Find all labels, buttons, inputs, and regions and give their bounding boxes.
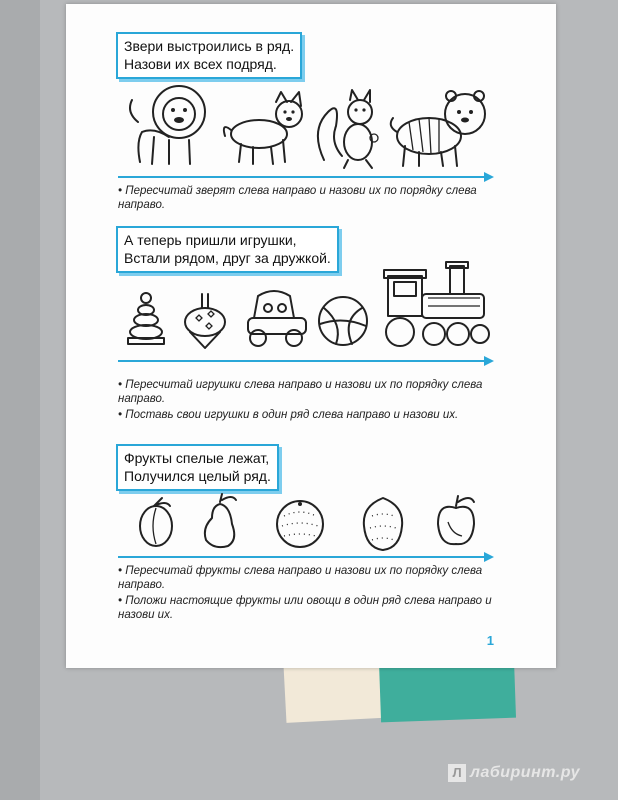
instruction-text: • Пересчитай игрушки слева направо и назови их по порядку слева направо. bbox=[118, 379, 483, 405]
instruction-text: • Пересчитай фрукты слева направо и назови их по порядку слева направо. bbox=[118, 565, 483, 591]
lemon-icon bbox=[360, 496, 406, 552]
toy-train-icon bbox=[384, 262, 494, 352]
direction-arrow bbox=[118, 360, 486, 362]
squirrel-icon bbox=[314, 90, 384, 172]
spinning-top-icon bbox=[182, 294, 228, 350]
instruction-text: • Поставь свои игрушки в один ряд слева направо и назови их. bbox=[118, 409, 459, 421]
poem-box-fruits bbox=[116, 444, 279, 491]
direction-arrow bbox=[118, 556, 486, 558]
poem-line: Назови их всех подряд. bbox=[124, 56, 277, 72]
watermark-text: лабиринт.ру bbox=[470, 764, 580, 781]
page-number: 1 bbox=[486, 633, 494, 648]
instructions-fruits bbox=[118, 564, 498, 624]
workbook-page bbox=[66, 4, 556, 668]
instructions-toys bbox=[118, 378, 498, 424]
tiger-icon bbox=[391, 88, 491, 170]
watermark-logo: Л bbox=[448, 764, 466, 782]
poem-line: Получился целый ряд. bbox=[124, 468, 271, 484]
scan-background bbox=[0, 0, 40, 800]
instructions-animals bbox=[118, 184, 498, 214]
instruction-text: • Положи настоящие фрукты или овощи в один ряд слева направо и назови их. bbox=[118, 595, 492, 621]
direction-arrow bbox=[118, 176, 486, 178]
poem-box-animals bbox=[116, 32, 302, 79]
pear-icon bbox=[200, 494, 240, 550]
poem-box-toys bbox=[116, 226, 339, 273]
ball-icon bbox=[316, 294, 370, 348]
poem-line: Звери выстроились в ряд. bbox=[124, 38, 295, 54]
wolf-cub-icon bbox=[221, 92, 311, 167]
instruction-text: • Пересчитай зверят слева направо и назови их по порядку слева направо. bbox=[118, 185, 477, 211]
poem-line: А теперь пришли игрушки, bbox=[124, 232, 297, 248]
apple-icon bbox=[434, 494, 478, 548]
lion-icon bbox=[124, 82, 214, 167]
pyramid-toy-icon bbox=[126, 292, 166, 348]
poem-line: Встали рядом, друг за дружкой. bbox=[124, 250, 331, 266]
toy-car-icon bbox=[244, 288, 310, 350]
orange-icon bbox=[274, 498, 326, 550]
plum-icon bbox=[136, 498, 176, 548]
poem-line: Фрукты спелые лежат, bbox=[124, 450, 270, 466]
